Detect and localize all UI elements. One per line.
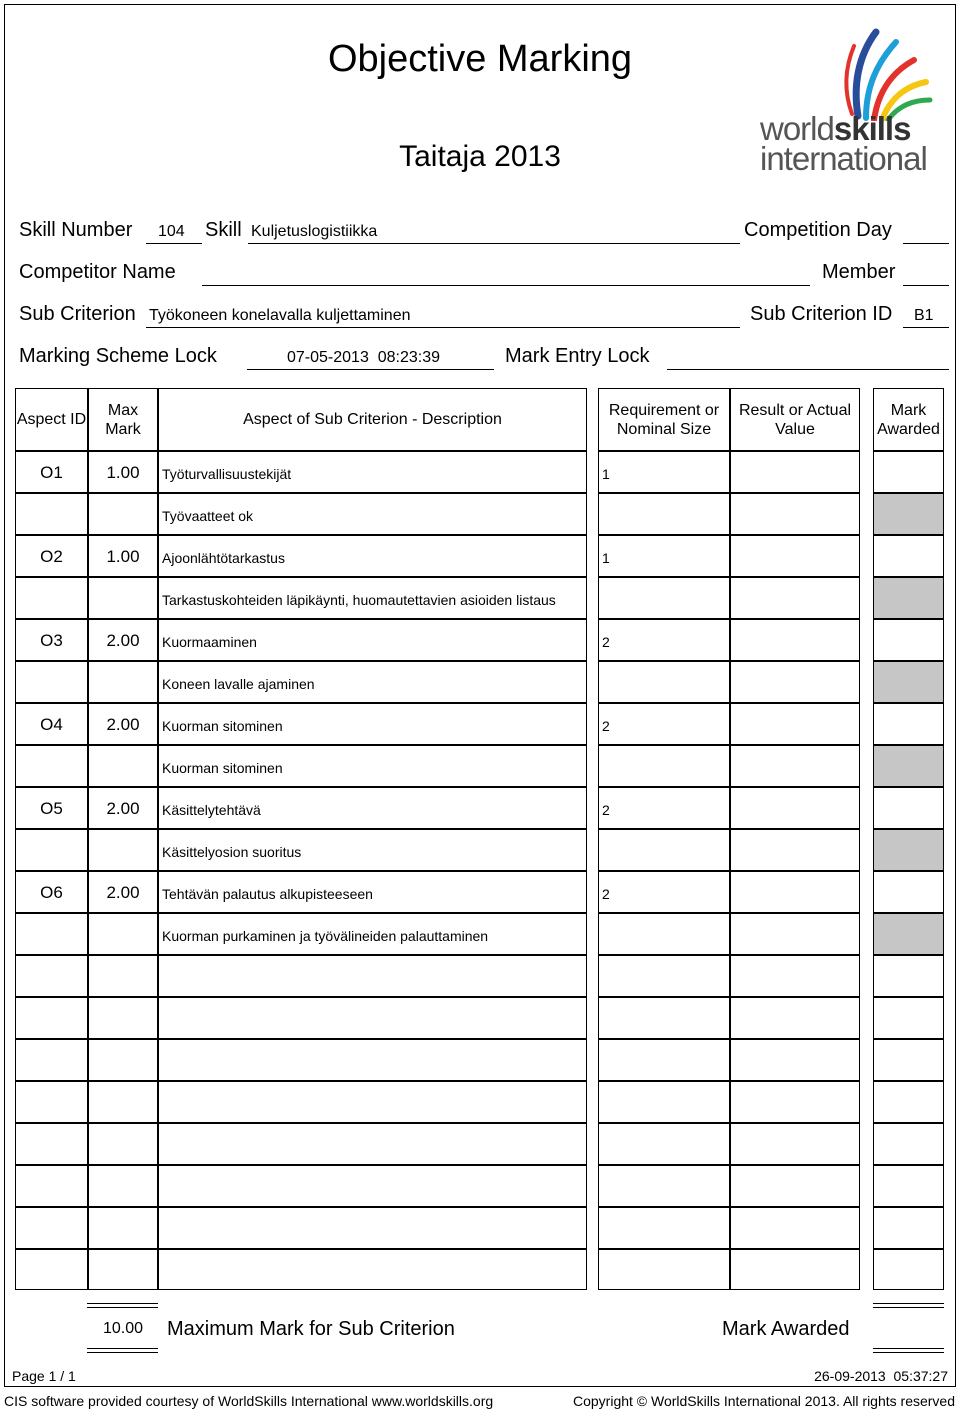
table-cell[interactable]	[730, 1081, 860, 1123]
table-cell	[88, 955, 158, 997]
table-cell[interactable]	[873, 577, 944, 619]
table-cell[interactable]	[730, 703, 860, 745]
table-cell[interactable]	[873, 871, 944, 913]
copyright-notice: Copyright © WorldSkills International 2013. All rights reserved	[572, 1393, 955, 1409]
aspect-detail: Koneen lavalle ajaminen	[162, 676, 315, 692]
aspect-id: O1	[40, 463, 63, 482]
table-cell	[15, 1123, 88, 1165]
table-cell	[88, 997, 158, 1039]
aspect-id: O3	[40, 631, 63, 650]
table-cell[interactable]	[873, 955, 944, 997]
aspect-max-mark: 2.00	[106, 883, 140, 902]
aspect-name: Ajoonlähtötarkastus	[162, 550, 285, 566]
competition-day-label: Competition Day	[744, 219, 892, 241]
table-cell[interactable]	[873, 1081, 944, 1123]
table-cell	[158, 1123, 587, 1165]
table-cell[interactable]	[873, 745, 944, 787]
marking-scheme-lock-label: Marking Scheme Lock	[19, 345, 217, 367]
aspect-detail: Kuorman sitominen	[162, 760, 283, 776]
table-cell	[15, 955, 88, 997]
aspect-max-mark: 1.00	[106, 547, 140, 566]
sub-criterion-line	[146, 327, 740, 328]
table-cell[interactable]	[873, 703, 944, 745]
sub-criterion-label: Sub Criterion	[19, 303, 136, 325]
aspect-detail: Tarkastuskohteiden läpikäynti, huomautettavien asioiden listaus	[162, 592, 556, 608]
table-cell	[88, 1165, 158, 1207]
table-cell[interactable]	[730, 745, 860, 787]
table-cell	[88, 829, 158, 871]
table-cell	[598, 535, 730, 577]
competition-day-line	[903, 243, 949, 244]
table-cell[interactable]	[730, 955, 860, 997]
skill-label: Skill	[205, 219, 242, 241]
table-cell	[598, 1081, 730, 1123]
page-number: Page 1 / 1	[12, 1368, 76, 1384]
skill-number-value: 104	[158, 223, 185, 240]
table-cell[interactable]	[730, 1039, 860, 1081]
table-cell[interactable]	[730, 997, 860, 1039]
table-cell[interactable]	[730, 1249, 860, 1290]
table-cell	[158, 1081, 587, 1123]
table-cell	[15, 913, 88, 955]
table-cell	[598, 1039, 730, 1081]
aspect-name: Kuorman sitominen	[162, 718, 283, 734]
table-cell[interactable]	[873, 661, 944, 703]
sub-criterion-value: Työkoneen konelavalla kuljettaminen	[149, 307, 411, 324]
logo-text-international: international	[760, 140, 927, 177]
table-cell[interactable]	[730, 1165, 860, 1207]
table-cell	[15, 1207, 88, 1249]
total-rule-bottom	[87, 1348, 158, 1353]
table-cell	[15, 1165, 88, 1207]
awarded-rule-bottom	[873, 1348, 944, 1353]
table-cell[interactable]	[873, 1039, 944, 1081]
table-cell	[598, 1249, 730, 1290]
worldskills-logo	[758, 26, 933, 176]
table-cell[interactable]	[873, 451, 944, 493]
table-cell	[158, 1165, 587, 1207]
header-requirement: Requirement or Nominal Size	[598, 388, 730, 451]
table-cell	[15, 493, 88, 535]
max-mark-label: Maximum Mark for Sub Criterion	[167, 1318, 455, 1340]
table-cell	[88, 1249, 158, 1290]
table-cell	[15, 745, 88, 787]
mark-entry-lock-label: Mark Entry Lock	[505, 345, 650, 367]
aspect-detail: Käsittelyosion suoritus	[162, 844, 302, 860]
aspect-name: Kuormaaminen	[162, 634, 257, 650]
header-mark-awarded: Mark Awarded	[873, 388, 944, 451]
table-cell	[15, 661, 88, 703]
table-cell	[158, 997, 587, 1039]
table-cell	[15, 1039, 88, 1081]
table-cell	[158, 1249, 587, 1290]
table-cell	[88, 745, 158, 787]
table-cell[interactable]	[730, 661, 860, 703]
page-subtitle: Taitaja 2013	[399, 140, 561, 173]
aspect-requirement: 2	[602, 718, 610, 734]
aspect-id: O4	[40, 715, 63, 734]
aspect-max-mark: 2.00	[106, 799, 140, 818]
table-cell	[158, 955, 587, 997]
aspect-name: Tehtävän palautus alkupisteeseen	[162, 886, 373, 902]
table-cell	[598, 787, 730, 829]
header-description: Aspect of Sub Criterion - Description	[158, 388, 587, 451]
table-cell	[158, 1207, 587, 1249]
table-cell	[88, 493, 158, 535]
table-cell[interactable]	[873, 619, 944, 661]
table-cell[interactable]	[730, 913, 860, 955]
table-cell[interactable]	[873, 997, 944, 1039]
table-cell	[598, 661, 730, 703]
header-max-mark: Max Mark	[88, 388, 158, 451]
table-cell	[598, 493, 730, 535]
table-cell	[598, 745, 730, 787]
table-cell[interactable]	[873, 1165, 944, 1207]
table-cell	[598, 577, 730, 619]
table-cell	[15, 1081, 88, 1123]
table-cell	[598, 955, 730, 997]
competitor-name-label: Competitor Name	[19, 261, 176, 283]
table-cell[interactable]	[873, 1207, 944, 1249]
table-cell	[15, 577, 88, 619]
marking-scheme-lock-value: 07-05-2013 08:23:39	[287, 349, 441, 366]
table-cell	[88, 1207, 158, 1249]
table-cell	[88, 1081, 158, 1123]
aspect-requirement: 2	[602, 802, 610, 818]
aspect-requirement: 2	[602, 634, 610, 650]
table-cell	[598, 703, 730, 745]
table-cell[interactable]	[873, 787, 944, 829]
marking-scheme-lock-line	[247, 369, 494, 370]
member-label: Member	[822, 261, 896, 283]
aspect-max-mark: 2.00	[106, 715, 140, 734]
table-cell[interactable]	[730, 1207, 860, 1249]
logo-text-world: world	[760, 110, 834, 147]
sub-criterion-id-line	[903, 327, 949, 328]
table-cell[interactable]	[873, 535, 944, 577]
aspect-id: O6	[40, 883, 63, 902]
table-cell[interactable]	[730, 493, 860, 535]
table-cell	[15, 829, 88, 871]
aspect-name: Työturvallisuustekijät	[162, 466, 292, 482]
table-cell[interactable]	[730, 1123, 860, 1165]
skill-value: Kuljetuslogistiikka	[251, 223, 378, 240]
table-cell	[88, 577, 158, 619]
logo-text-skills: skills	[833, 110, 911, 147]
table-cell[interactable]	[873, 913, 944, 955]
aspect-name: Käsittelytehtävä	[162, 802, 261, 818]
max-total-value: 10.00	[102, 1320, 144, 1337]
software-credit: CIS software provided courtesy of WorldSkills International www.worldskills.org	[4, 1393, 494, 1409]
table-cell[interactable]	[873, 1249, 944, 1290]
worldskills-swirl-icon	[758, 26, 933, 121]
aspect-detail: Kuorman purkaminen ja työvälineiden palauttaminen	[162, 928, 489, 944]
header-result: Result or Actual Value	[730, 388, 860, 451]
table-cell	[158, 1039, 587, 1081]
mark-entry-lock-line	[667, 369, 949, 370]
table-cell[interactable]	[873, 829, 944, 871]
table-cell	[598, 1123, 730, 1165]
member-line	[903, 285, 949, 286]
aspect-requirement: 2	[602, 886, 610, 902]
table-cell	[598, 619, 730, 661]
sub-criterion-id-label: Sub Criterion ID	[750, 303, 893, 325]
aspect-max-mark: 2.00	[106, 631, 140, 650]
table-cell[interactable]	[730, 535, 860, 577]
table-cell[interactable]	[730, 577, 860, 619]
table-cell	[598, 997, 730, 1039]
table-cell	[15, 997, 88, 1039]
table-cell	[598, 913, 730, 955]
total-rule-top	[87, 1303, 158, 1308]
table-cell	[598, 1207, 730, 1249]
skill-number-line	[146, 243, 202, 244]
table-cell	[598, 451, 730, 493]
table-cell[interactable]	[730, 451, 860, 493]
print-timestamp: 26-09-2013 05:37:27	[814, 1368, 948, 1384]
aspect-id: O2	[40, 547, 63, 566]
mark-awarded-label: Mark Awarded	[722, 1318, 850, 1340]
table-cell[interactable]	[730, 871, 860, 913]
page-title: Objective Marking	[327, 38, 633, 80]
aspect-requirement: 1	[602, 550, 610, 566]
aspect-detail: Työvaatteet ok	[162, 508, 254, 524]
table-cell	[15, 1249, 88, 1290]
table-cell[interactable]	[730, 829, 860, 871]
aspect-max-mark: 1.00	[106, 463, 140, 482]
table-cell	[88, 661, 158, 703]
skill-number-label: Skill Number	[19, 219, 133, 241]
table-cell	[598, 1165, 730, 1207]
table-cell[interactable]	[873, 493, 944, 535]
table-cell[interactable]	[730, 619, 860, 661]
table-cell[interactable]	[730, 787, 860, 829]
aspect-requirement: 1	[602, 466, 610, 482]
awarded-rule-top	[873, 1303, 944, 1308]
competitor-name-line	[202, 285, 810, 286]
aspect-id: O5	[40, 799, 63, 818]
sub-criterion-id-value: B1	[914, 307, 934, 324]
skill-line	[248, 243, 740, 244]
table-cell	[88, 1039, 158, 1081]
table-cell	[598, 871, 730, 913]
table-cell	[88, 1123, 158, 1165]
table-cell	[88, 913, 158, 955]
header-aspect-id: Aspect ID	[15, 388, 88, 451]
table-cell	[598, 829, 730, 871]
table-cell[interactable]	[873, 1123, 944, 1165]
